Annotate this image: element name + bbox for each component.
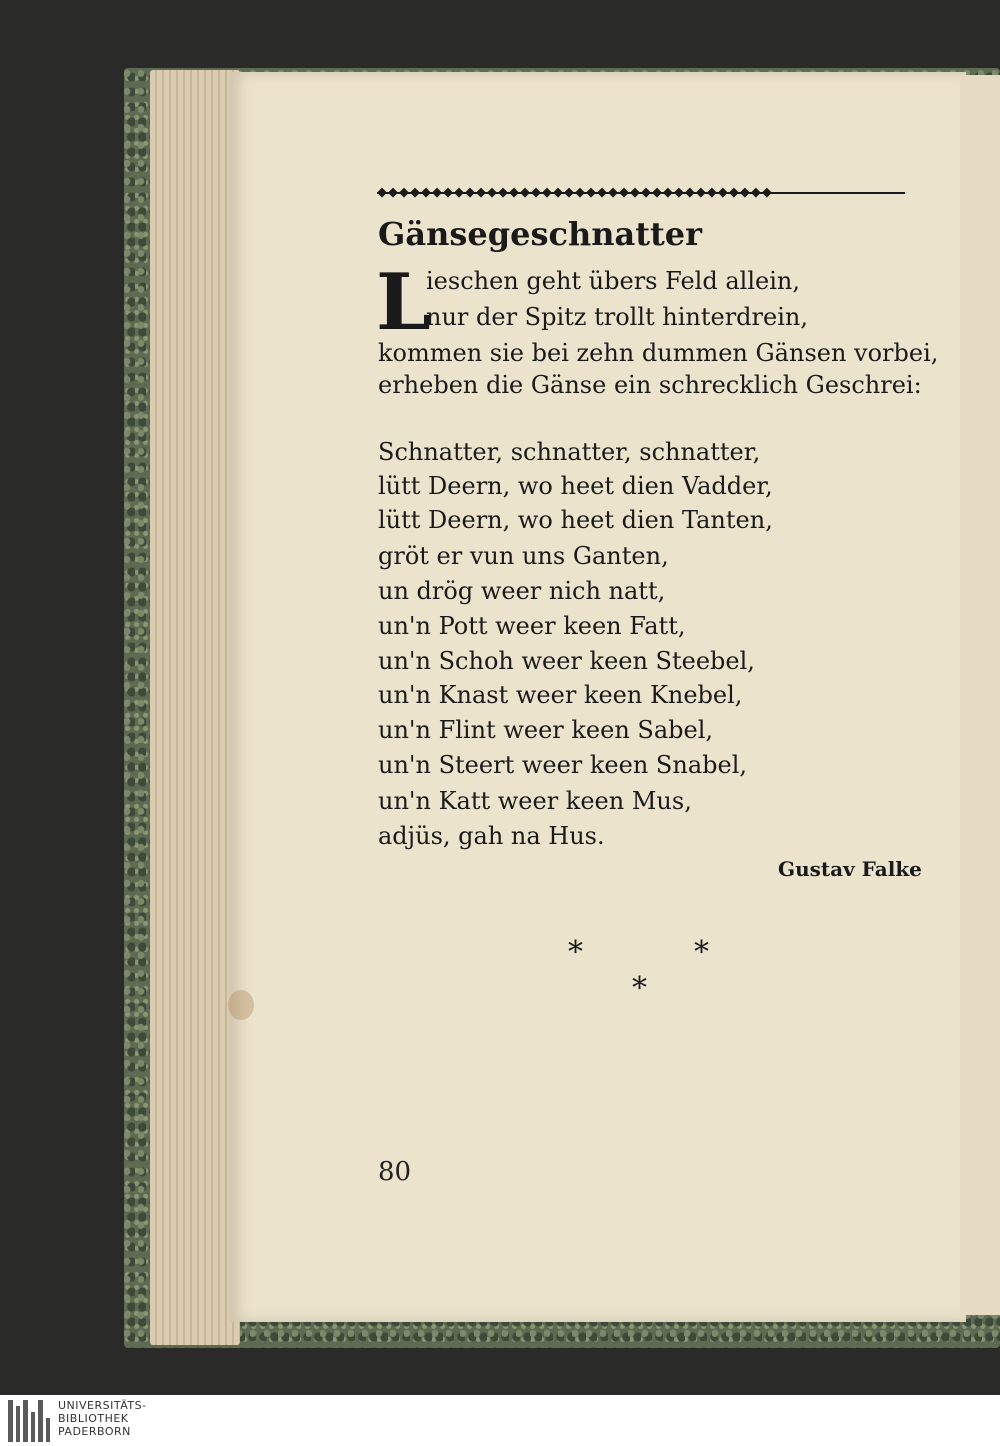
asterism-star: *: [632, 971, 647, 1006]
poem-title: Gänsegeschnatter: [378, 215, 702, 253]
ornament-rule: ◆◆◆◆◆◆◆◆◆◆◆◆◆◆◆◆◆◆◆◆◆◆◆◆◆◆◆◆◆◆◆◆◆◆◆◆: [377, 183, 905, 203]
footer-bar: [0, 1395, 1000, 1446]
poem-line: lütt Deern, wo heet dien Tanten,: [378, 506, 773, 534]
library-logo-icon: [8, 1400, 50, 1442]
asterism-star: *: [568, 935, 583, 970]
page-number: 80: [378, 1157, 412, 1187]
poem-line: un'n Katt weer keen Mus,: [378, 787, 692, 815]
library-name-line-3: PADERBORN: [58, 1425, 131, 1438]
paper-stain: [228, 990, 254, 1020]
poem-line: un'n Steert weer keen Snabel,: [378, 751, 747, 779]
drop-cap: L: [376, 257, 431, 348]
asterism-star: *: [694, 935, 709, 970]
poem-line-1: ieschen geht übers Feld allein,: [426, 267, 800, 295]
next-page-edge: [960, 75, 1000, 1315]
poem-line: Schnatter, schnatter, schnatter,: [378, 438, 761, 466]
poem-line: un'n Knast weer keen Knebel,: [378, 681, 743, 709]
poem-line: un'n Pott weer keen Fatt,: [378, 612, 686, 640]
poem-line: un'n Schoh weer keen Steebel,: [378, 647, 755, 675]
poem-line-2: nur der Spitz trollt hinterdrein,: [426, 303, 808, 331]
poem-author: Gustav Falke: [778, 857, 922, 881]
poem-line: un'n Flint weer keen Sabel,: [378, 716, 714, 744]
poem-line: kommen sie bei zehn dummen Gänsen vorbei,: [378, 339, 939, 367]
poem-line: lütt Deern, wo heet dien Vadder,: [378, 472, 773, 500]
poem-line: erheben die Gänse ein schrecklich Geschrei:: [378, 371, 922, 399]
poem-line: un drög weer nich natt,: [378, 577, 666, 605]
library-name: [58, 1399, 147, 1438]
poem-line: adjüs, gah na Hus.: [378, 822, 605, 850]
page-edges: [150, 70, 240, 1345]
poem-line: gröt er vun uns Ganten,: [378, 542, 669, 570]
library-name-line-1: UNIVERSITÄTS-: [58, 1399, 147, 1412]
library-name-line-2: BIBLIOTHEK: [58, 1412, 129, 1425]
